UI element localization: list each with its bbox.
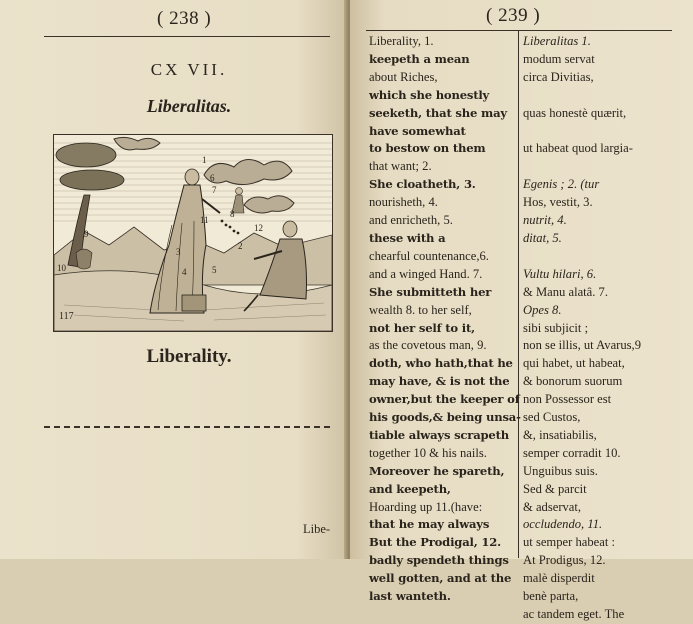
text-line: well gotten, and at the	[369, 571, 512, 586]
text-line: chearful countenance,6.	[369, 248, 489, 263]
text-line: have somewhat	[369, 123, 466, 138]
figure-number: 2	[238, 241, 243, 251]
figure-number: 11	[200, 215, 209, 225]
text-line: together 10 & his nails.	[369, 445, 487, 460]
miser-figure	[76, 249, 92, 269]
text-line: semper corradit 10.	[523, 445, 621, 460]
text-line: and a winged Hand. 7.	[369, 266, 483, 281]
text-line: wealth 8. to her self,	[369, 302, 472, 317]
text-line: & adservat,	[523, 499, 582, 514]
figure-number: 7	[212, 185, 217, 195]
text-line: owner,but the keeper of	[369, 392, 520, 407]
figure-number: 6	[210, 173, 215, 183]
text-line: sed Custos,	[523, 410, 581, 425]
latin-column	[523, 33, 688, 624]
figure-number: 3	[176, 247, 181, 257]
text-line	[523, 248, 688, 266]
text-line: Hos, vestit, 3.	[523, 195, 593, 210]
text-line: doth, who hath,that he	[369, 356, 513, 371]
right-page-number: ( 239 )	[486, 5, 541, 26]
text-line: Sed & parcit	[523, 481, 587, 496]
chapter-heading: CX VII.	[150, 60, 228, 79]
text-line: seeketh, that she may	[369, 105, 507, 120]
english-column	[369, 33, 521, 606]
text-line: about Riches,	[369, 69, 438, 84]
text-line: ac tandem eget. The	[523, 607, 625, 621]
text-line: may have, & is not the	[369, 374, 510, 389]
text-line: badly spendeth things	[369, 553, 509, 568]
text-line: sibi subjicit ;	[523, 320, 589, 335]
text-line: & bonorum suorum	[523, 374, 623, 389]
text-line: quas honestè quærit,	[523, 105, 627, 120]
text-line: occludendo, 11.	[523, 517, 603, 532]
text-line: qui habet, ut habeat,	[523, 356, 625, 371]
figure-number: 10	[57, 263, 66, 273]
text-line: to bestow on them	[369, 141, 486, 156]
figure-number: 5	[212, 265, 217, 275]
text-line: nourisheth, 4.	[369, 195, 438, 210]
text-line: non se illis, ut Avarus,9	[523, 338, 642, 353]
latin-title: Liberalitas.	[146, 96, 232, 116]
figure-number: 9	[84, 229, 89, 239]
text-line: Moreover he spareth,	[369, 463, 505, 478]
text-line: malè disperdit	[523, 571, 595, 586]
figure-number: 4	[182, 267, 187, 277]
figure-number: 1	[202, 155, 207, 165]
text-line: these with a	[369, 230, 446, 245]
text-line: keepeth a mean	[369, 51, 470, 66]
text-line: nutrit, 4.	[523, 213, 567, 228]
text-line: Hoarding up 11.(have:	[369, 499, 483, 514]
plate-number: 117	[59, 311, 74, 322]
catchword: Libe-	[303, 522, 331, 536]
right-header-rule	[366, 30, 672, 31]
column-divider	[518, 30, 519, 558]
text-line: modum servat	[523, 51, 595, 66]
text-line: & Manu alatâ. 7.	[523, 284, 608, 299]
left-bottom-rule	[44, 426, 330, 428]
text-line: as the covetous man, 9.	[369, 338, 487, 353]
text-line: But the Prodigal, 12.	[369, 535, 501, 550]
text-line: Opes 8.	[523, 302, 562, 317]
text-line: tiable always scrapeth	[369, 427, 509, 442]
text-line: She submitteth her	[369, 284, 492, 299]
text-line: benè parta,	[523, 589, 579, 604]
engraving-illustration	[53, 134, 333, 332]
coins	[221, 220, 240, 235]
text-line: that want; 2.	[369, 159, 432, 174]
english-title: Liberality.	[146, 346, 232, 367]
text-line: and keepeth,	[369, 481, 451, 496]
text-line: Unguibus suis.	[523, 463, 598, 478]
text-line: &, insatiabilis,	[523, 427, 597, 442]
text-line: last wanteth.	[369, 589, 451, 604]
engraving-svg	[54, 135, 332, 331]
text-line	[523, 158, 688, 176]
text-line: which she honestly	[369, 87, 490, 102]
text-line: Egenis ; 2. (tur	[523, 177, 600, 192]
text-line: Liberalitas 1.	[523, 34, 591, 48]
figure-number: 8	[230, 209, 235, 219]
text-line	[523, 87, 688, 105]
text-line: his goods,& being unsa-	[369, 410, 521, 425]
text-line: circa Divitias,	[523, 69, 594, 84]
text-line: ut semper habeat :	[523, 535, 615, 550]
figure-number: 12	[254, 223, 263, 233]
text-line: non Possessor est	[523, 392, 612, 407]
text-line: ut habeat quod largia-	[523, 141, 633, 156]
text-line: She cloatheth, 3.	[369, 177, 476, 192]
text-line: At Prodigus, 12.	[523, 553, 606, 568]
text-line: and enricheth, 5.	[369, 213, 453, 228]
text-line	[523, 123, 688, 141]
text-line: that he may always	[369, 517, 490, 532]
text-line: Liberality, 1.	[369, 34, 434, 48]
text-line: ditat, 5.	[523, 230, 562, 245]
text-line: not her self to it,	[369, 320, 475, 335]
left-header-rule	[44, 36, 330, 37]
text-line: Vultu hilari, 6.	[523, 266, 597, 281]
left-page-number: ( 238 )	[157, 8, 212, 29]
